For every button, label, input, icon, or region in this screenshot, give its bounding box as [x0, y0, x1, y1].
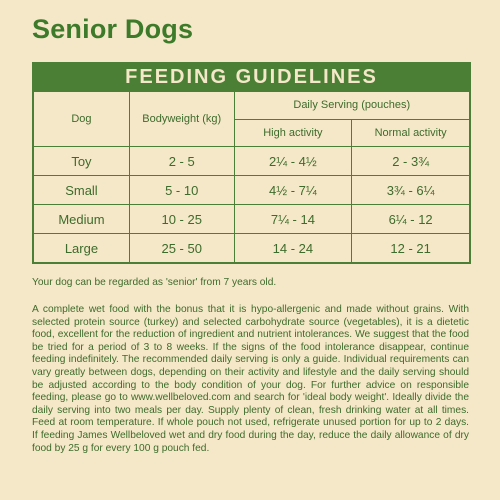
header-daily-serving: Daily Serving (pouches) — [234, 92, 469, 120]
cell-weight: 5 - 10 — [129, 176, 234, 205]
cell-dog: Medium — [34, 205, 130, 234]
cell-weight: 25 - 50 — [129, 234, 234, 263]
cell-weight: 2 - 5 — [129, 147, 234, 176]
cell-normal: 6¼ - 12 — [352, 205, 470, 234]
table-row — [34, 147, 470, 176]
header-normal-activity: Normal activity — [352, 119, 470, 147]
cell-high: 4½ - 7¼ — [234, 176, 352, 205]
table-heading: FEEDING GUIDELINES — [33, 63, 470, 91]
table-row — [34, 234, 470, 263]
product-description: A complete wet food with the bonus that it is hypo-allergenic and made without grains. With selected protein source (turkey) and selected carbohydrate source (vegetables), it is a dietetic food, excellent for the reduction of ingredient and nutrient intolerances. We suggest that the food be tried for a period of 3 to 8 weeks. If the signs of the food intolerance disappear, continue feeding indefinitely. The recommended daily serving is only a guide. Individual requirements can vary greatly between dogs, depending on their activity and lifestyle and the daily serving should be adjusted according to the body condition of your dog. For further advice on responsible feeding, please go to www.wellbeloved.com and search for 'ideal body weight'. Ideally divide the daily serving into two meals per day. Supply plenty of clean, fresh drinking water at all times. Feed at room temperature. If whole pouch not used, refrigerate unused portion for up to 2 days. If feeding James Wellbeloved wet and dry food during the day, reduce the daily allowance of dry food by 25 g for every 100 g pouch fed. — [32, 304, 469, 454]
table-row — [34, 176, 470, 205]
cell-normal: 12 - 21 — [352, 234, 470, 263]
cell-normal: 3¾ - 6¼ — [352, 176, 470, 205]
header-dog: Dog — [34, 92, 130, 147]
cell-high: 7¼ - 14 — [234, 205, 352, 234]
feeding-table — [33, 91, 470, 263]
cell-dog: Small — [34, 176, 130, 205]
cell-high: 2¼ - 4½ — [234, 147, 352, 176]
cell-weight: 10 - 25 — [129, 205, 234, 234]
cell-normal: 2 - 3¾ — [352, 147, 470, 176]
table-row — [34, 205, 470, 234]
page-title: Senior Dogs — [32, 14, 194, 44]
cell-high: 14 - 24 — [234, 234, 352, 263]
header-high-activity: High activity — [234, 119, 352, 147]
senior-note: Your dog can be regarded as 'senior' from 7 years old. — [32, 277, 277, 288]
cell-dog: Toy — [34, 147, 130, 176]
header-bodyweight: Bodyweight (kg) — [129, 92, 234, 147]
cell-dog: Large — [34, 234, 130, 263]
feeding-guidelines-table — [32, 62, 471, 264]
